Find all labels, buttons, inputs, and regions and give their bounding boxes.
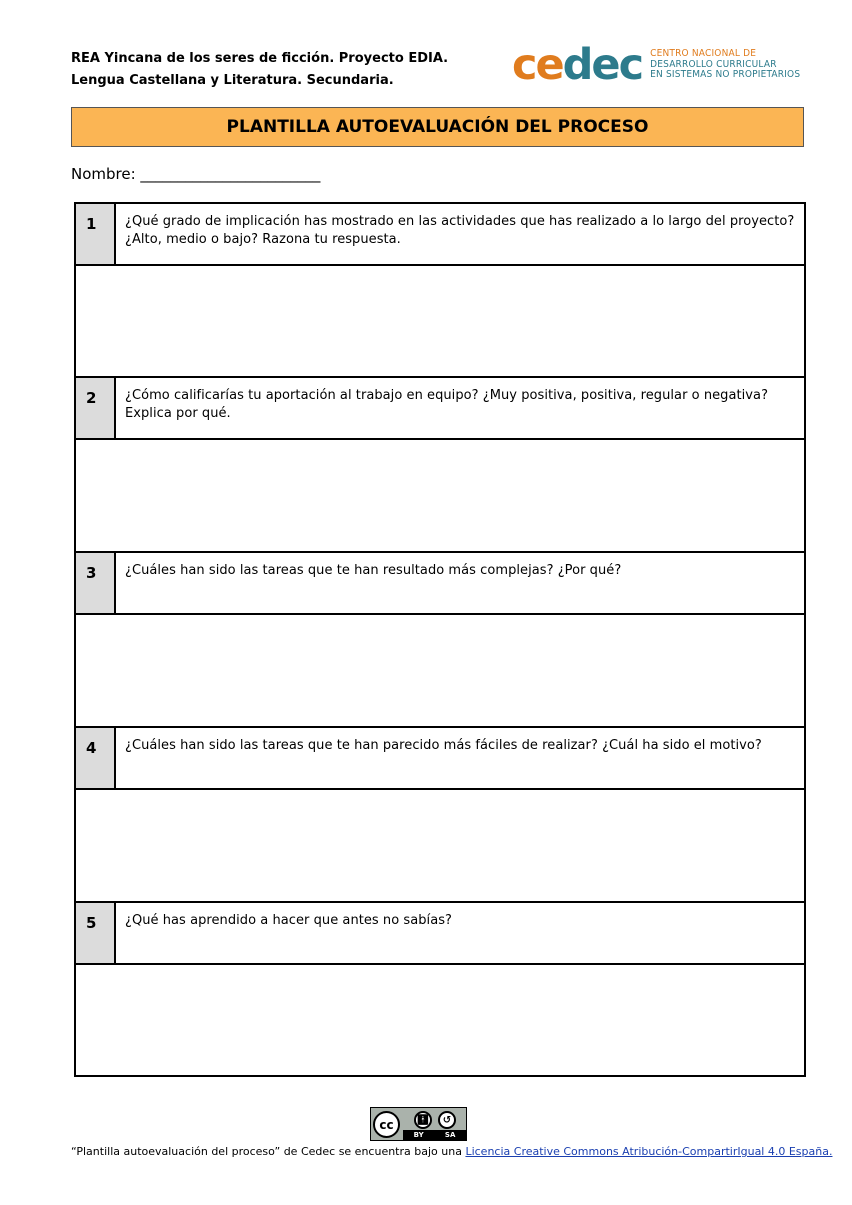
header-line-2: Lengua Castellana y Literatura. Secundaria.	[71, 73, 394, 88]
answer-area-4[interactable]	[76, 790, 804, 903]
question-row-4	[76, 728, 804, 790]
question-number: 2	[76, 378, 116, 438]
answer-area-3[interactable]	[76, 615, 804, 728]
cedec-logo	[512, 40, 800, 90]
nombre-field[interactable]: Nombre: ________________________	[71, 165, 321, 183]
question-row-1	[76, 204, 804, 266]
question-number: 3	[76, 553, 116, 613]
question-row-2	[76, 378, 804, 440]
logo-wordmark: cedec	[512, 39, 643, 90]
question-table	[74, 202, 806, 1077]
license-link[interactable]: Licencia Creative Commons Atribución-CompartirIgual 4.0 España.	[465, 1145, 833, 1158]
question-row-5	[76, 903, 804, 965]
attribution-icon: 🚹︎	[414, 1111, 432, 1129]
answer-area-2[interactable]	[76, 440, 804, 553]
license-text: “Plantilla autoevaluación del proceso” de Cedec se encuentra bajo una	[71, 1145, 466, 1158]
header-line-1: REA Yincana de los seres de ficción. Proyecto EDIA.	[71, 51, 449, 66]
question-number: 1	[76, 204, 116, 264]
question-number: 5	[76, 903, 116, 963]
question-text: ¿Cuáles han sido las tareas que te han parecido más fáciles de realizar? ¿Cuál ha sido el motivo?	[125, 738, 762, 753]
question-text: ¿Cuáles han sido las tareas que te han resultado más complejas? ¿Por qué?	[125, 563, 622, 578]
cc-by-sa-badge	[370, 1107, 467, 1141]
page-title: PLANTILLA AUTOEVALUACIÓN DEL PROCESO	[71, 107, 804, 147]
document-header	[71, 48, 448, 92]
logo-subtitle: CENTRO NACIONAL DE DESARROLLO CURRICULAR EN SISTEMAS NO PROPIETARIOS	[650, 48, 801, 81]
license-footer	[71, 1145, 832, 1158]
question-text: ¿Cómo calificarías tu aportación al trabajo en equipo? ¿Muy positiva, positiva, regular o negativa? Explica por qué.	[125, 388, 769, 421]
share-alike-icon: ↺	[438, 1111, 456, 1129]
question-text: ¿Qué has aprendido a hacer que antes no sabías?	[125, 913, 453, 928]
creative-commons-icon: cc	[373, 1111, 400, 1138]
answer-area-5[interactable]	[76, 965, 804, 1075]
question-row-3	[76, 553, 804, 615]
badge-band: BY SA	[403, 1130, 466, 1140]
question-text: ¿Qué grado de implicación has mostrado en las actividades que has realizado a lo largo del proyecto? ¿Alto, medio o bajo? Razona tu respuesta.	[125, 214, 795, 247]
answer-area-1[interactable]	[76, 266, 804, 378]
question-number: 4	[76, 728, 116, 788]
